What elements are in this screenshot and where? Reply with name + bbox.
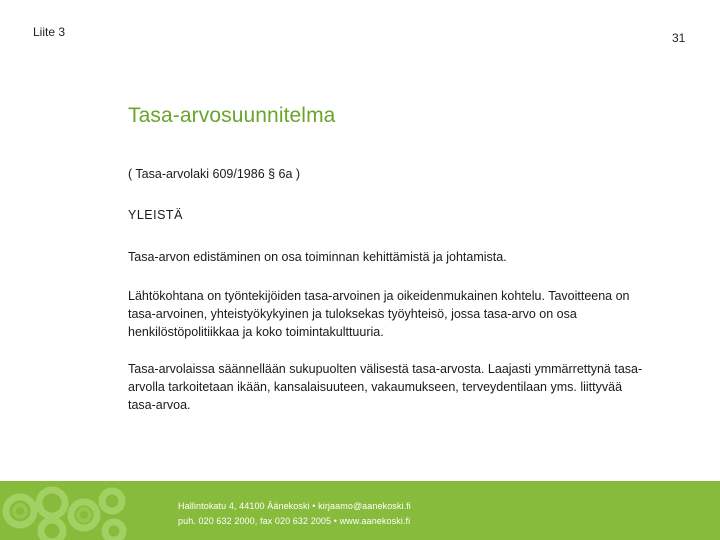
section-heading: YLEISTÄ (128, 208, 183, 222)
swirl-ornament-icon (0, 481, 140, 540)
footer-address: Hallintokatu 4, 44100 Äänekoski • kirjaamo@aanekoski.fi (178, 501, 411, 511)
attachment-label: Liite 3 (33, 25, 66, 39)
footer-contact: puh. 020 632 2000, fax 020 632 2005 • www.aanekoski.fi (178, 516, 411, 526)
document-title: Tasa-arvosuunnitelma (128, 104, 336, 127)
paragraph-1: Tasa-arvon edistäminen on osa toiminnan kehittämistä ja johtamista. (128, 250, 507, 264)
paragraph-2: Lähtökohtana on työntekijöiden tasa-arvoinen ja oikeidenmukainen kohtelu. Tavoitteena on tasa-arvoinen, yhteistyökykyinen ja tuloksekas työyhteisö, jossa tasa-arvo on osa henkilöstöpolitiikkaa ja koko toimintakulttuuria. (128, 289, 630, 339)
paragraph-3: Tasa-arvolaissa säännellään sukupuolten välisestä tasa-arvosta. Laajasti ymmärrettynä tasa-arvolla tarkoitetaan ikään, kansalaisuuteen, vakaumukseen, terveydentilaan yms. liittyvää tasa-arvoa. (128, 362, 643, 412)
page-number: 31 (672, 31, 686, 45)
legal-reference: ( Tasa-arvolaki 609/1986 § 6a ) (128, 167, 301, 181)
